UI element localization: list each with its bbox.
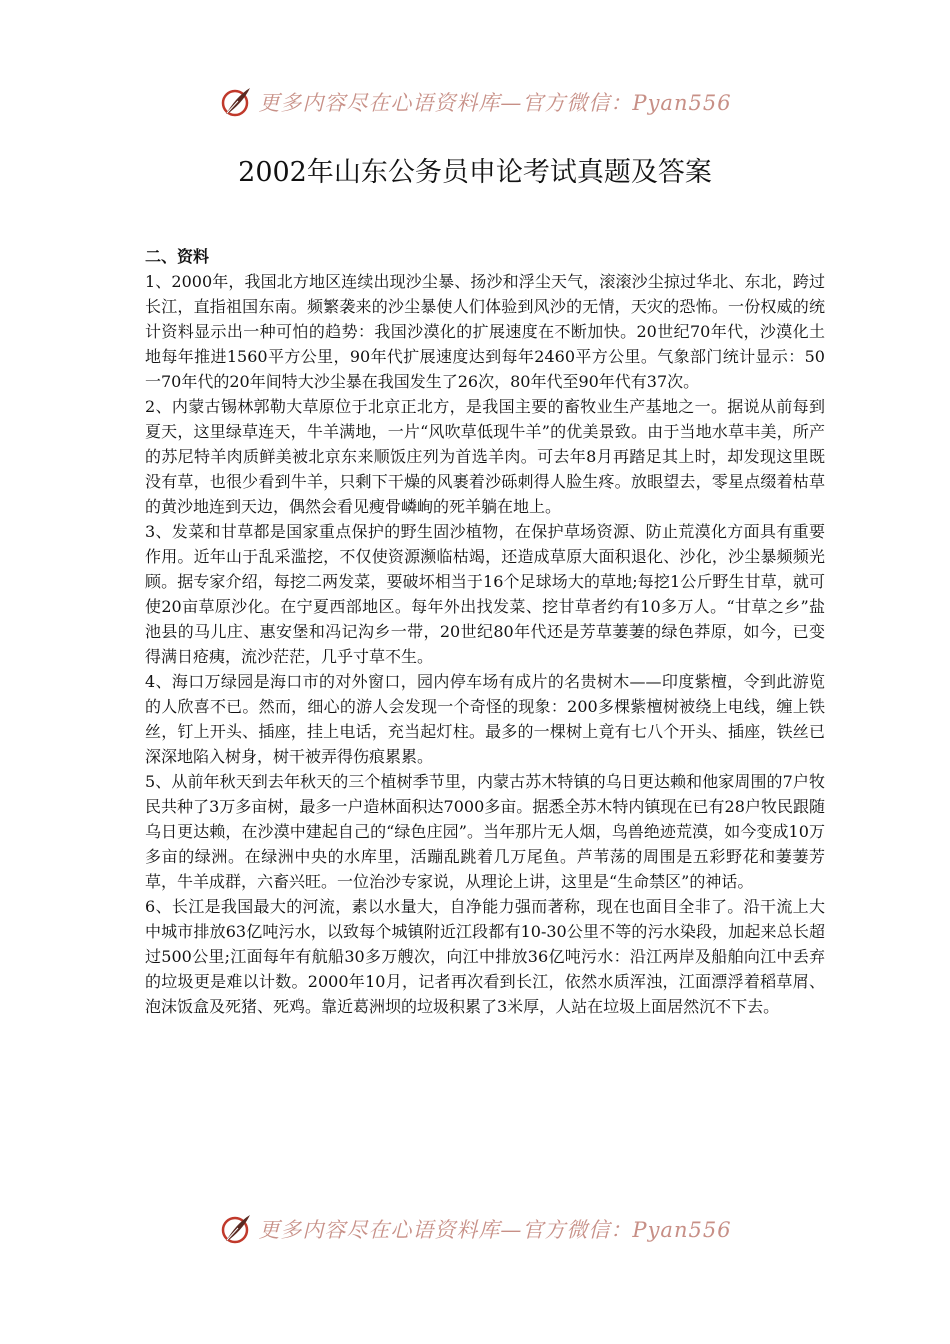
feather-pen-icon xyxy=(218,1211,254,1247)
feather-pen-icon xyxy=(218,84,254,120)
document-title: 2002年山东公务员申论考试真题及答案 xyxy=(238,157,712,188)
banner-text: 更多内容尽在心语资料库—官方微信：Pyan556 xyxy=(258,1218,732,1242)
header-watermark-banner xyxy=(0,82,950,122)
banner-text: 更多内容尽在心语资料库—官方微信：Pyan556 xyxy=(258,91,732,115)
paragraph-1: 1、2000年，我国北方地区连续出现沙尘暴、扬沙和浮尘天气，滚滚沙尘掠过华北、东北，跨过长江，直指祖国东南。频繁袭来的沙尘暴使人们体验到风沙的无情，天灾的恐怖。一份权威的统计资料显示出一种可怕的趋势：我国沙漠化的扩展速度在不断加快。20世纪70年代，沙漠化土地每年推进1560平方公里，90年代扩展速度达到每年2460平方公里。气象部门统计显示：50一70年代的20年间特大沙尘暴在我国发生了26次，80年代至90年代有37次。 xyxy=(145,272,825,391)
paragraph-6: 6、长江是我国最大的河流，素以水量大，自净能力强而著称，现在也面目全非了。沿干流上大中城市排放63亿吨污水，以致每个城镇附近江段都有10-30公里不等的污水染段，加起来总长超过500公里;江面每年有航船30多万艘次，向江中排放36亿吨污水：沿江两岸及船舶向江中丢弃的垃圾更是难以计数。2000年10月，记者再次看到长江，依然水质浑浊，江面漂浮着稻草屑、泡沫饭盒及死猪、死鸡。靠近葛洲坝的垃圾积累了3米厚，人站在垃圾上面居然沉不下去。 xyxy=(145,897,825,1016)
section-heading: 二、资料 xyxy=(145,247,210,266)
paragraph-4: 4、海口万绿园是海口市的对外窗口，园内停车场有成片的名贵树木——印度紫檀，令到此游览的人欣喜不已。然而，细心的游人会发现一个奇怪的现象：200多棵紫檀树被绕上电线，缠上铁丝，钉上开头、插座，挂上电话，充当起灯柱。最多的一棵树上竟有七八个开头、插座，铁丝已深深地陷入树身，树干被弄得伤痕累累。 xyxy=(145,672,825,766)
paragraph-3: 3、发菜和甘草都是国家重点保护的野生固沙植物，在保护草场资源、防止荒漠化方面具有重要作用。近年山于乱采滥挖，不仅使资源濒临枯竭，还造成草原大面积退化、沙化，沙尘暴频频光顾。据专家介绍，每挖二两发菜，要破坏相当于16个足球场大的草地;每挖1公斤野生甘草，就可使20亩草原沙化。在宁夏西部地区。每年外出找发菜、挖甘草者约有10多万人。“甘草之乡”盐池县的马儿庄、惠安堡和冯记沟乡一带，20世纪80年代还是芳草萋萋的绿色莽原，如今，已变得满日疮痍，流沙茫茫，几乎寸草不生。 xyxy=(145,522,825,666)
document-body xyxy=(145,244,825,1019)
footer-watermark-banner xyxy=(0,1209,950,1249)
paragraph-2: 2、内蒙古锡林郭勒大草原位于北京正北方，是我国主要的畜牧业生产基地之一。据说从前每到夏天，这里绿草连天，牛羊满地，一片“风吹草低现牛羊”的优美景致。由于当地水草丰美，所产的苏尼特羊肉质鲜美被北京东来顺饭庄列为首选羊肉。可去年8月再踏足其上时，却发现这里既没有草，也很少看到牛羊，只剩下干燥的风裹着沙砾刺得人脸生疼。放眼望去，零星点缀着枯草的黄沙地连到天边，偶然会看见瘦骨嶙峋的死羊躺在地上。 xyxy=(145,397,825,516)
paragraph-5: 5、从前年秋天到去年秋天的三个植树季节里，内蒙古苏木特镇的乌日更达赖和他家周围的7户牧民共种了3万多亩树，最多一户造林面积达7000多亩。据悉全苏木特内镇现在已有28户牧民跟随乌日更达赖，在沙漠中建起自己的“绿色庄园”。当年那片无人烟，鸟兽绝迹荒漠，如今变成10万多亩的绿洲。在绿洲中央的水库里，活蹦乱跳着几万尾鱼。芦苇荡的周围是五彩野花和萋萋芳草，牛羊成群，六畜兴旺。一位治沙专家说，从理论上讲，这里是“生命禁区”的神话。 xyxy=(145,772,825,891)
